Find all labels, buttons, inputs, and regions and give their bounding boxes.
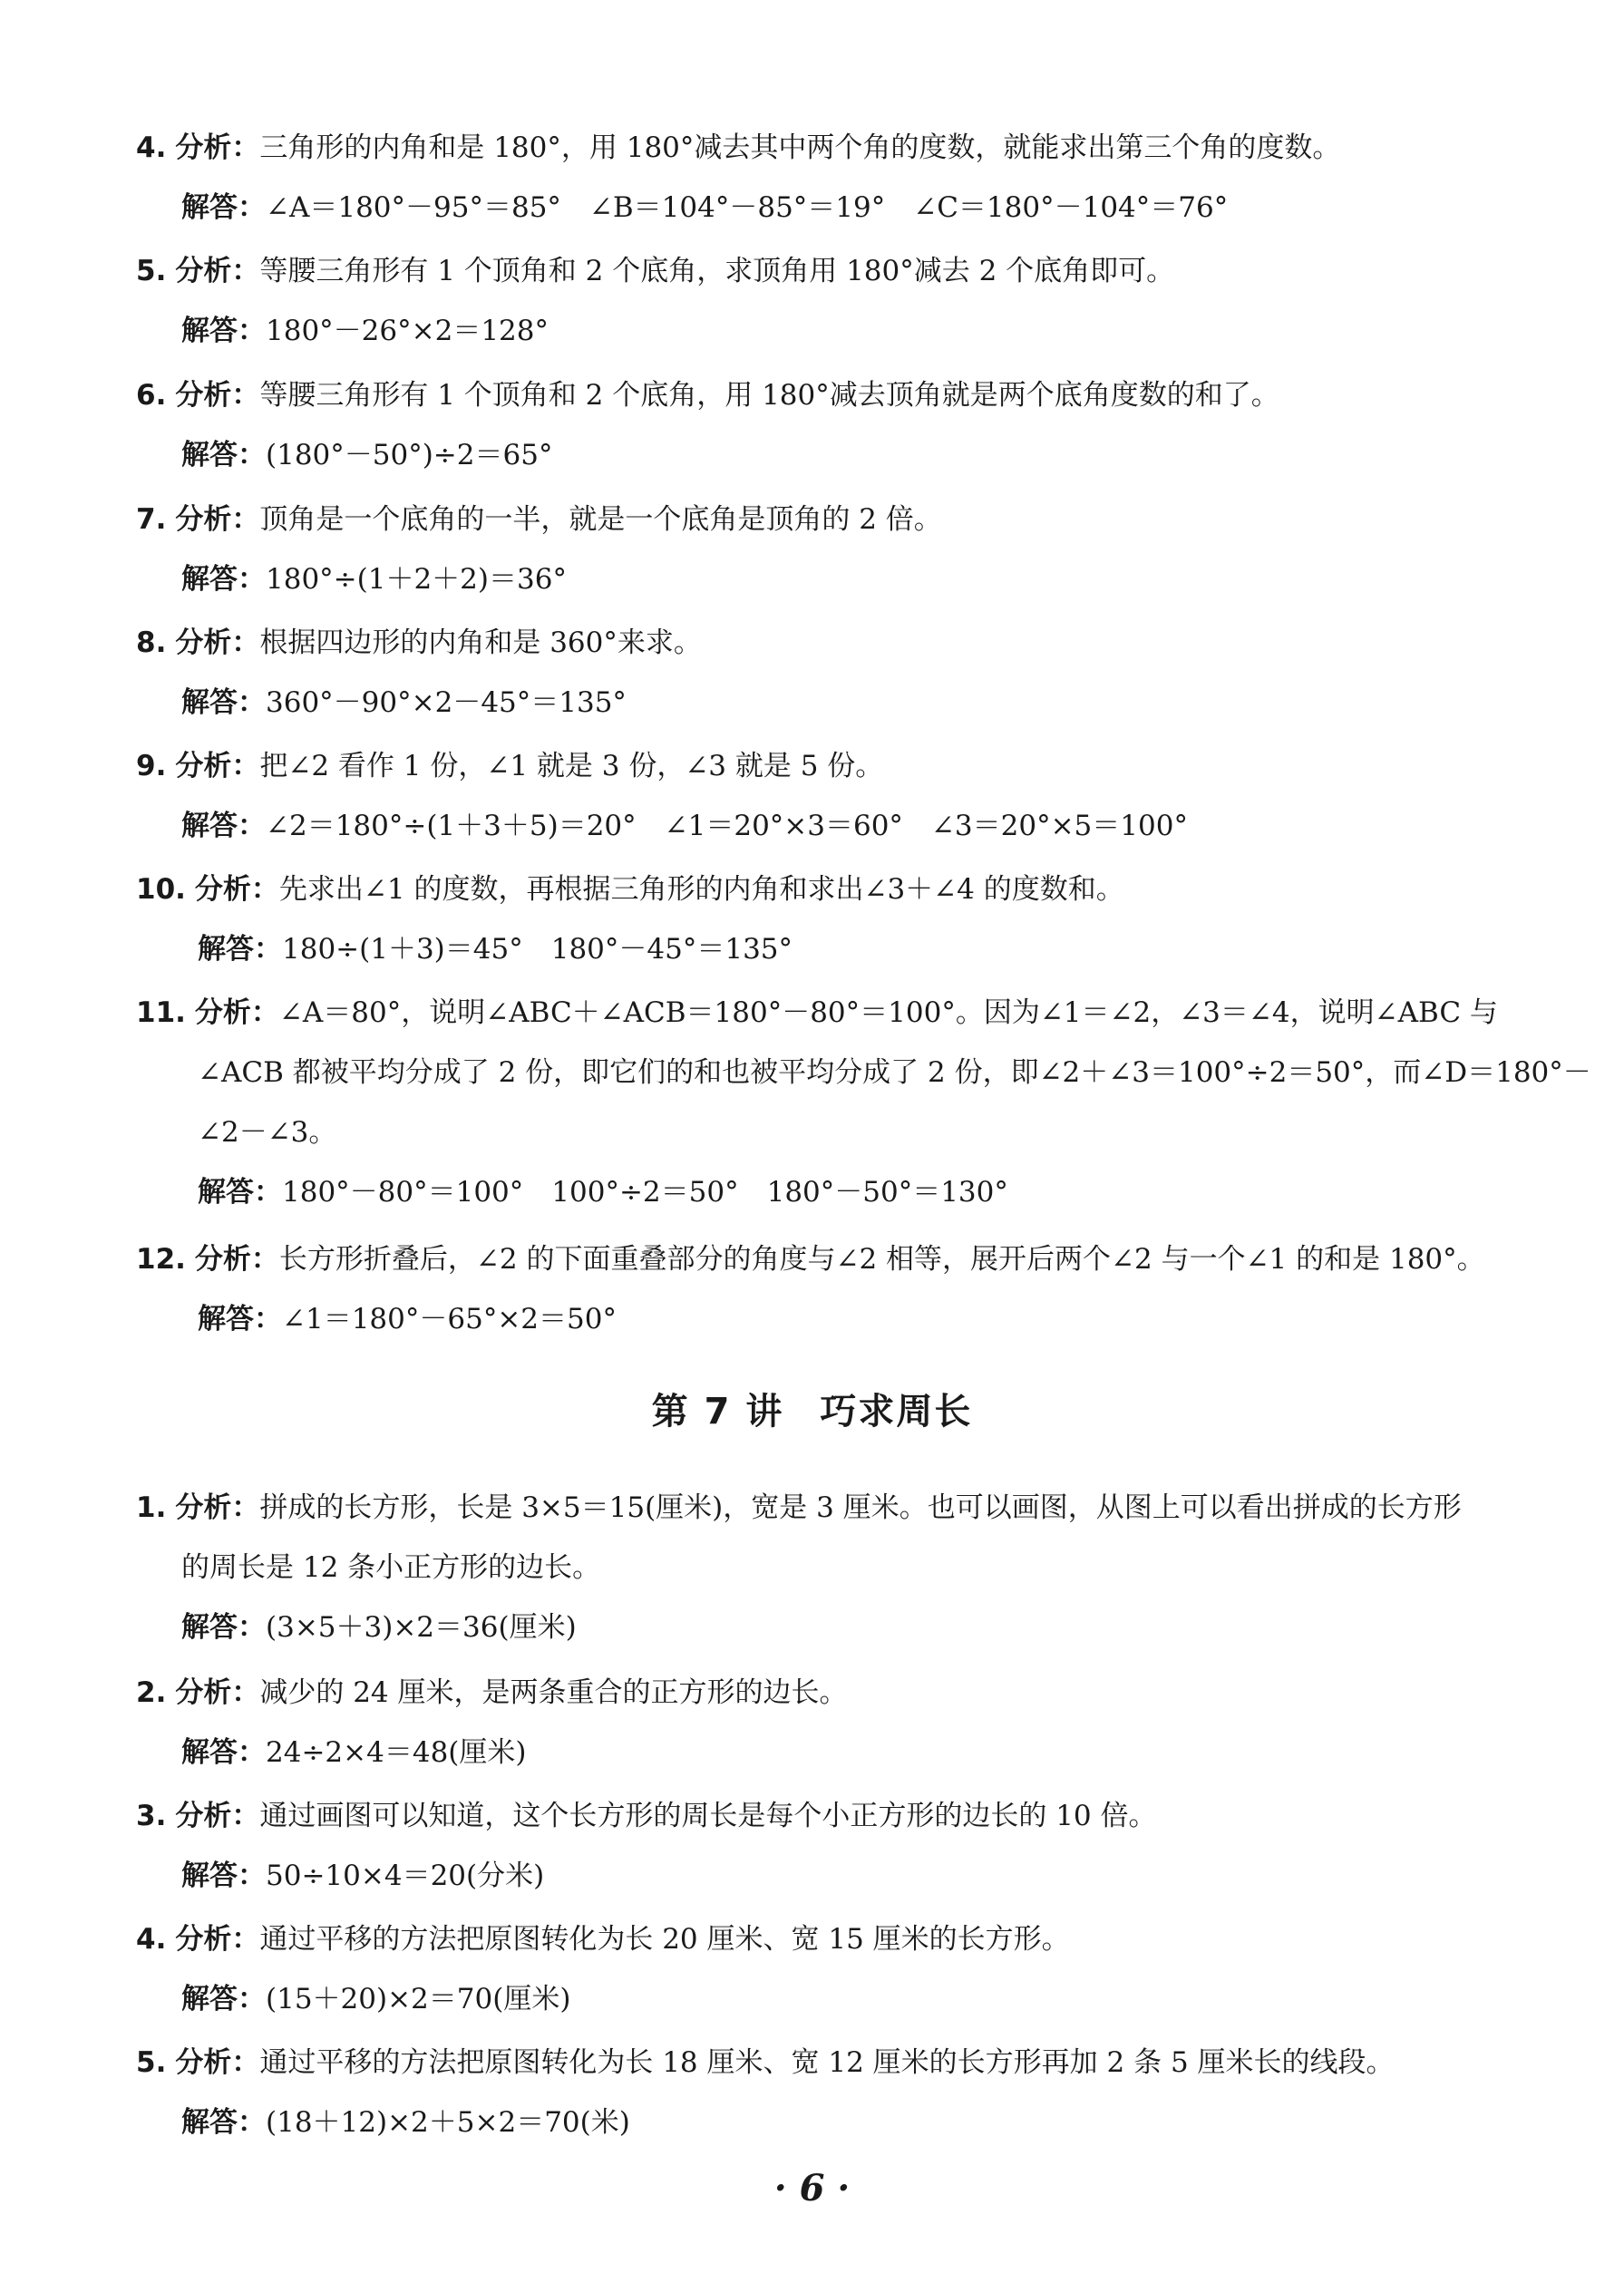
analysis-line — [136, 1909, 1551, 1969]
solution-item-s2-1 — [136, 1478, 1551, 1657]
answer-line — [181, 1723, 1551, 1782]
solution-item-11 — [136, 983, 1591, 1222]
analysis-text: 顶角是一个底角的一半，就是一个底角是顶角的 2 倍。 — [259, 503, 942, 536]
analysis-line — [136, 241, 1551, 301]
analysis-continuation: 的周长是 12 条小正方形的边长。 — [181, 1551, 601, 1584]
section-name: 巧求周长 — [820, 1391, 973, 1432]
solution-item-s2-3 — [136, 1786, 1551, 1906]
answer-label: 解答： — [181, 2106, 266, 2139]
answer-label: 解答： — [181, 1983, 266, 2015]
item-number: 3. — [136, 1800, 167, 1832]
answer-label: 解答： — [181, 1736, 266, 1769]
analysis-line — [136, 983, 1551, 1043]
item-number: 2. — [136, 1676, 167, 1709]
analysis-label: 分析： — [175, 1800, 260, 1832]
solution-item-4 — [136, 118, 1551, 238]
analysis-line — [136, 365, 1551, 425]
answer-text: 360°－90°×2－45°＝135° — [266, 686, 627, 719]
answer-line — [198, 919, 1551, 979]
analysis-label: 分析： — [175, 750, 260, 782]
item-number: 10. — [136, 873, 186, 906]
item-number: 8. — [136, 626, 167, 659]
answer-label: 解答： — [181, 191, 266, 224]
answer-line — [181, 549, 1551, 609]
analysis-line — [136, 1229, 1551, 1289]
analysis-continuation: ∠ACB 都被平均分成了 2 份，即它们的和也被平均分成了 2 份，即∠2＋∠3＝100°÷2＝50°，而∠D＝180°－ — [198, 1056, 1591, 1089]
answer-text: (3×5＋3)×2＝36(厘米) — [266, 1611, 577, 1644]
answer-line — [181, 1846, 1551, 1906]
analysis-line — [136, 1478, 1551, 1538]
answer-line — [181, 301, 1551, 361]
analysis-line — [136, 118, 1551, 178]
analysis-line — [136, 1786, 1551, 1846]
answer-text: 180°－80°＝100° 100°÷2＝50° 180°－50°＝130° — [282, 1176, 1008, 1209]
analysis-label: 分析： — [175, 626, 260, 659]
analysis-line — [136, 1663, 1551, 1723]
solution-item-5 — [136, 241, 1551, 361]
analysis-label: 分析： — [175, 1676, 260, 1709]
analysis-line — [136, 736, 1551, 796]
solution-item-9 — [136, 736, 1551, 856]
section-number: 第 7 讲 — [651, 1391, 784, 1432]
analysis-text: 把∠2 看作 1 份，∠1 就是 3 份，∠3 就是 5 份。 — [259, 750, 884, 782]
section-title — [0, 1383, 1624, 1434]
answer-line — [181, 1598, 1551, 1657]
answer-text: ∠1＝180°－65°×2＝50° — [282, 1303, 617, 1335]
item-number: 7. — [136, 503, 167, 536]
analysis-line — [136, 2033, 1551, 2093]
item-number: 5. — [136, 2046, 167, 2079]
answer-label: 解答： — [181, 439, 266, 471]
answer-label: 解答： — [198, 1176, 282, 1209]
answer-line — [181, 796, 1551, 856]
solution-item-s2-2 — [136, 1663, 1551, 1782]
analysis-text: 通过画图可以知道，这个长方形的周长是每个小正方形的边长的 10 倍。 — [259, 1800, 1157, 1832]
answer-line — [198, 1162, 1551, 1222]
item-number: 6. — [136, 379, 167, 412]
analysis-text: 拼成的长方形，长是 3×5＝15(厘米)，宽是 3 厘米。也可以画图，从图上可以看出拼成的长方形 — [259, 1491, 1462, 1524]
analysis-text: 等腰三角形有 1 个顶角和 2 个底角，用 180°减去顶角就是两个底角度数的和了。 — [259, 379, 1279, 412]
item-number: 11. — [136, 996, 186, 1029]
analysis-label: 分析： — [175, 1491, 260, 1524]
item-number: 1. — [136, 1491, 167, 1524]
answer-label: 解答： — [181, 1860, 266, 1892]
answer-label: 解答： — [198, 1303, 282, 1335]
item-number: 4. — [136, 131, 167, 164]
answer-label: 解答： — [181, 1611, 266, 1644]
answer-text: ∠A＝180°－95°＝85° ∠B＝104°－85°＝19° ∠C＝180°－104°＝76° — [266, 191, 1229, 224]
analysis-text: 通过平移的方法把原图转化为长 20 厘米、宽 15 厘米的长方形。 — [259, 1923, 1070, 1956]
answer-text: 180÷(1＋3)＝45° 180°－45°＝135° — [282, 933, 793, 966]
analysis-text: 通过平移的方法把原图转化为长 18 厘米、宽 12 厘米的长方形再加 2 条 5 厘米长的线段。 — [259, 2046, 1395, 2079]
item-number: 12. — [136, 1243, 186, 1276]
analysis-label: 分析： — [194, 873, 279, 906]
answer-line — [181, 425, 1551, 485]
analysis-label: 分析： — [175, 2046, 260, 2079]
answer-line — [181, 178, 1551, 238]
analysis-label: 分析： — [194, 1243, 279, 1276]
solution-item-10 — [136, 860, 1551, 979]
answer-text: 24÷2×4＝48(厘米) — [266, 1736, 527, 1769]
item-number: 9. — [136, 750, 167, 782]
analysis-label: 分析： — [175, 1923, 260, 1956]
analysis-continuation: ∠2－∠3。 — [198, 1116, 337, 1149]
analysis-text: 减少的 24 厘米，是两条重合的正方形的边长。 — [259, 1676, 848, 1709]
answer-text: 180°－26°×2＝128° — [266, 315, 549, 347]
analysis-text: 根据四边形的内角和是 360°来求。 — [259, 626, 702, 659]
analysis-text: 先求出∠1 的度数，再根据三角形的内角和求出∠3＋∠4 的度数和。 — [278, 873, 1124, 906]
analysis-text: ∠A＝80°，说明∠ABC＋∠ACB＝180°－80°＝100°。因为∠1＝∠2，∠3＝∠4，说明∠ABC 与 — [278, 996, 1498, 1029]
item-number: 4. — [136, 1923, 167, 1956]
solution-item-6 — [136, 365, 1551, 485]
analysis-text: 三角形的内角和是 180°，用 180°减去其中两个角的度数，就能求出第三个角的度数。 — [259, 131, 1341, 164]
analysis-label: 分析： — [175, 255, 260, 287]
analysis-line — [136, 490, 1551, 549]
answer-text: (18＋12)×2＋5×2＝70(米) — [266, 2106, 630, 2139]
solution-item-7 — [136, 490, 1551, 609]
solution-item-s2-5 — [136, 2033, 1551, 2152]
solution-item-8 — [136, 613, 1551, 733]
answer-label: 解答： — [181, 810, 266, 842]
answer-text: 50÷10×4＝20(分米) — [266, 1860, 545, 1892]
analysis-label: 分析： — [175, 131, 260, 164]
item-number: 5. — [136, 255, 167, 287]
analysis-label: 分析： — [175, 503, 260, 536]
page-number: · 6 · — [773, 2167, 851, 2209]
analysis-label: 分析： — [175, 379, 260, 412]
answer-text: (180°－50°)÷2＝65° — [266, 439, 553, 471]
analysis-line — [136, 613, 1551, 673]
solution-item-s2-4 — [136, 1909, 1551, 2029]
analysis-label: 分析： — [194, 996, 279, 1029]
answer-line — [181, 673, 1551, 733]
answer-text: ∠2＝180°÷(1＋3＋5)＝20° ∠1＝20°×3＝60° ∠3＝20°×5＝100° — [266, 810, 1188, 842]
analysis-text: 等腰三角形有 1 个顶角和 2 个底角，求顶角用 180°减去 2 个底角即可。 — [259, 255, 1175, 287]
solution-item-12 — [136, 1229, 1551, 1349]
answer-line — [181, 1969, 1551, 2029]
answer-label: 解答： — [181, 315, 266, 347]
answer-text: 180°÷(1＋2＋2)＝36° — [266, 563, 567, 596]
answer-label: 解答： — [198, 933, 282, 966]
analysis-line — [136, 860, 1551, 919]
answer-line — [181, 2093, 1551, 2152]
answer-label: 解答： — [181, 686, 266, 719]
answer-line — [198, 1289, 1551, 1349]
answer-text: (15＋20)×2＝70(厘米) — [266, 1983, 571, 2015]
answer-label: 解答： — [181, 563, 266, 596]
analysis-text: 长方形折叠后，∠2 的下面重叠部分的角度与∠2 相等，展开后两个∠2 与一个∠1 的和是 180°。 — [278, 1243, 1485, 1276]
